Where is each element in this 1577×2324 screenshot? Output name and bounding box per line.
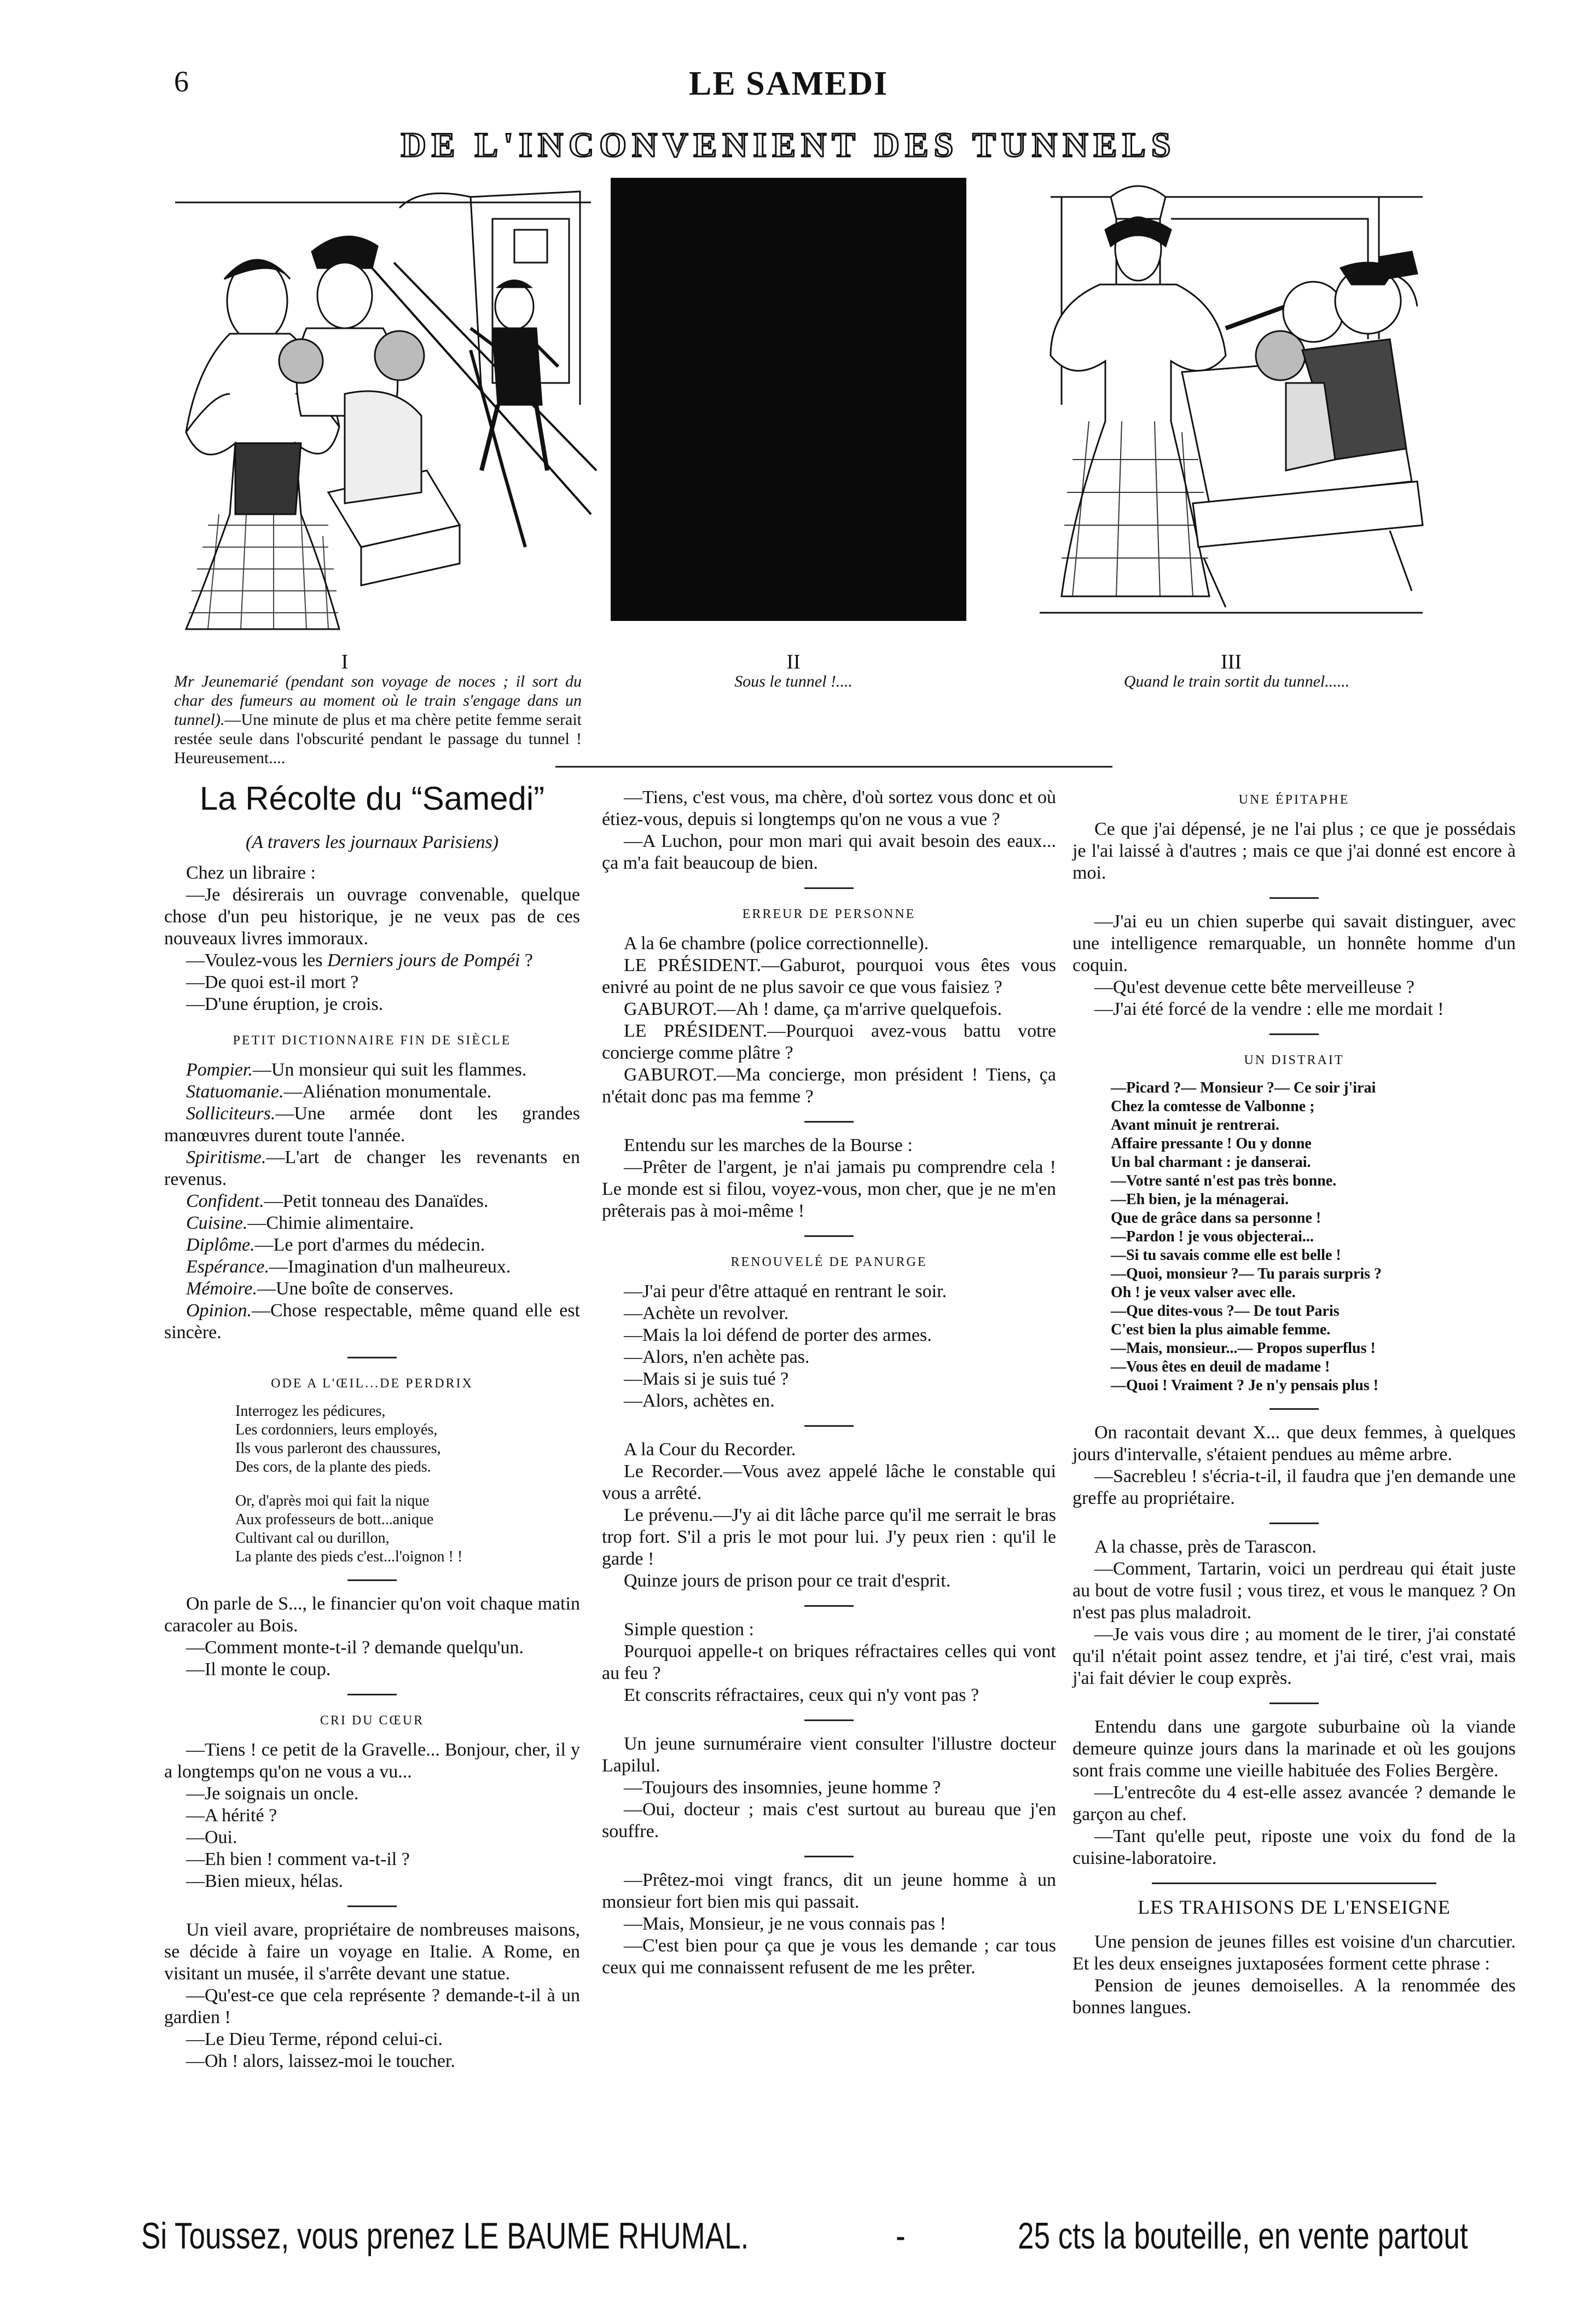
cartoon-headline: DE L'INCONVENIENT DES TUNNELS [401, 125, 1176, 164]
text-paragraph: Un vieil avare, propriétaire de nombreuses maisons, se décide à faire un voyage en Italie. A Rome, en visitant un musée, il s'arrête devant une statue. [164, 1920, 580, 1984]
section-title: La Récolte du “Samedi” [199, 780, 545, 817]
text-paragraph: GABUROT.—Ah ! dame, ça m'arrive quelquefois. [624, 999, 1002, 1019]
dict-entry [164, 1081, 580, 1103]
separator [804, 1605, 854, 1607]
subsection-title: PETIT DICTIONNAIRE FIN DE SIÈCLE [233, 1033, 512, 1048]
verse-line: Oh ! je veux valser avec elle. [1111, 1284, 1296, 1301]
dict-entry [164, 1256, 580, 1278]
text-paragraph: Le prévenu.—J'y ai dit lâche parce qu'il me serrait le bras trop fort. S'il a pris le mot pour lui. J'y peux rien : qu'il le garde ! [602, 1505, 1056, 1569]
cartoon-panel-1 [164, 186, 602, 635]
separator [1269, 1523, 1319, 1524]
panel-1-caption-italic: Mr Jeunemarié (pendant son voyage de noces ; il sort du char des fumeurs au moment où le train s'engage dans un tunnel). [174, 672, 582, 729]
column-1 [164, 780, 580, 2072]
text-paragraph: —Tiens ! ce petit de la Gravelle... Bonjour, cher, il y a longtemps qu'on ne vous a vu... [164, 1740, 580, 1782]
text-paragraph: Simple question : [624, 1619, 754, 1640]
text-paragraph: A la 6e chambre (police correctionnelle). [624, 933, 929, 954]
text-paragraph: —Je désirerais un ouvrage convenable, quelque chose d'un peu historique, je ne veux pas de ces nouveaux livres immoraux. [164, 885, 580, 949]
separator [804, 887, 854, 889]
dict-term: Statuomanie. [186, 1082, 284, 1102]
text-paragraph: On racontait devant X... que deux femmes, à quelques jours d'intervalle, s'étaient pendues au même arbre. [1072, 1422, 1516, 1465]
dict-entry [164, 1300, 580, 1344]
text-paragraph: —Qu'est-ce que cela représente ? demande-t-il à un gardien ! [164, 1985, 580, 2027]
text-paragraph: Une pension de jeunes filles est voisine d'un charcutier. Et les deux enseignes juxtaposées forment cette phrase : [1072, 1932, 1516, 1974]
dict-term: Spiritisme. [186, 1147, 266, 1167]
dict-term: Cuisine. [186, 1213, 248, 1233]
subsection-title: RENOUVELÉ DE PANURGE [730, 1255, 927, 1269]
text-paragraph: —C'est bien pour ça que je vous les demande ; car tous ceux qui me connaissent refusent de me les prêter. [602, 1936, 1056, 1978]
advert-right: 25 cts la bouteille, en vente partout [1018, 2215, 1468, 2257]
dict-entry [164, 1147, 580, 1190]
text-paragraph: —Je soignais un oncle. [186, 1783, 359, 1804]
text-paragraph: LE PRÉSIDENT.—Gaburot, pourquoi vous êtes vous enivré au point de ne plus savoir ce que vous faisiez ? [602, 955, 1056, 997]
verse-line: Chez la comtesse de Valbonne ; [1111, 1098, 1315, 1115]
verse-line: C'est bien la plus aimable femme. [1111, 1321, 1331, 1338]
dict-entry [164, 1103, 580, 1147]
verse-line: —Quoi, monsieur ?— Tu parais surpris ? [1111, 1265, 1382, 1282]
dict-def: —Chimie alimentaire. [247, 1213, 414, 1233]
text-paragraph: —Sacrebleu ! s'écria-t-il, il faudra que j'en demande une greffe au propriétaire. [1072, 1466, 1516, 1508]
text-paragraph: —Prêter de l'argent, je n'ai jamais pu comprendre cela ! Le monde est si filou, voyez-vous, mon cher, que je ne m'en prêterais pas à moi-même ! [602, 1157, 1056, 1221]
subsection-title: ERREUR DE PERSONNE [742, 907, 916, 921]
verse-line: Ils vous parleront des chaussures, [235, 1440, 441, 1457]
advert-left: Si Toussez, vous prenez LE BAUME RHUMAL. [141, 2215, 749, 2257]
text-paragraph: —Tiens, c'est vous, ma chère, d'où sortez vous donc et où étiez-vous, depuis si longtemps qu'on ne vous a vue ? [602, 787, 1056, 829]
text-paragraph: Pension de jeunes demoiselles. A la renommée des bonnes langues. [1072, 1976, 1516, 2018]
text-paragraph: —Comment monte-t-il ? demande quelqu'un. [186, 1637, 524, 1658]
dict-term: Confident. [186, 1191, 264, 1211]
text-paragraph: —Il monte le coup. [186, 1659, 331, 1680]
verse-line: La plante des pieds c'est...l'oignon ! ! [235, 1548, 463, 1565]
verse-line: —Vous êtes en deuil de madame ! [1111, 1358, 1330, 1375]
newspaper-name: LE SAMEDI [688, 65, 889, 102]
separator [804, 1425, 854, 1427]
separator [1269, 1408, 1319, 1410]
dict-def: —Imagination d'un malheureux. [269, 1257, 511, 1277]
text-paragraph: Chez un libraire : [186, 863, 316, 883]
section-divider [555, 766, 1112, 768]
separator [1269, 1703, 1319, 1704]
verse-line: Affaire pressante ! Ou y donne [1111, 1135, 1312, 1152]
dict-entry [164, 1234, 580, 1256]
panel-2-number: II [786, 650, 801, 673]
subsection-title: UNE ÉPITAPHE [1238, 793, 1350, 807]
text-paragraph: LE PRÉSIDENT.—Pourquoi avez-vous battu votre concierge comme plâtre ? [602, 1021, 1056, 1063]
dict-term: Opinion. [186, 1300, 252, 1321]
separator [1269, 1033, 1319, 1035]
dict-term: Pompier. [186, 1060, 253, 1080]
dict-entry [164, 1059, 580, 1081]
dict-term: Mémoire. [186, 1279, 257, 1299]
separator [347, 1579, 397, 1581]
panel-2-caption [684, 672, 903, 691]
dict-def: —L'art de changer les revenants en revenus. [164, 1147, 580, 1189]
subsection-title: ODE A L'ŒIL...DE PERDRIX [271, 1376, 473, 1391]
dict-def: —Chose respectable, même quand elle est sincère. [164, 1300, 580, 1343]
verse-line: —Quoi ! Vraiment ? Je n'y pensais plus ! [1111, 1377, 1379, 1394]
separator [1269, 897, 1319, 899]
verse-line: —Pardon ! je vous objecterai... [1111, 1228, 1314, 1245]
panel-1-caption [174, 672, 582, 768]
separator [804, 1856, 854, 1857]
separator [804, 1235, 854, 1237]
subsection-title: UN DISTRAIT [1244, 1053, 1344, 1067]
text-paragraph: —A hérité ? [186, 1805, 277, 1826]
text-paragraph: —Oui, docteur ; mais c'est surtout au bureau que j'en souffre. [602, 1799, 1056, 1841]
text-paragraph: On parle de S..., le financier qu'on voit chaque matin caracoler au Bois. [164, 1594, 580, 1636]
dict-term: Espérance. [186, 1257, 270, 1277]
text-paragraph: Et conscrits réfractaires, ceux qui n'y vont pas ? [624, 1685, 979, 1705]
panel-3-number: III [1221, 650, 1242, 673]
dict-def: —Petit tonneau des Danaïdes. [264, 1191, 489, 1211]
panel-2-caption-italic: Sous le tunnel !.... [734, 672, 853, 690]
text-paragraph: Ce que j'ai dépensé, je ne l'ai plus ; ce que je possédais je l'ai laissé à d'autres ; mais ce que j'ai donné est encore à moi. [1072, 819, 1516, 883]
verse-line: Des cors, de la plante des pieds. [235, 1459, 431, 1475]
text-paragraph: —Mais la loi défend de porter des armes. [624, 1325, 932, 1345]
separator [804, 1121, 854, 1123]
text-paragraph: Le Recorder.—Vous avez appelé lâche le constable qui vous a arrêté. [602, 1461, 1056, 1503]
dict-term: Solliciteurs. [186, 1103, 276, 1124]
verse-line: —Votre santé n'est pas très bonne. [1111, 1172, 1337, 1189]
text-paragraph: —Toujours des insomnies, jeune homme ? [624, 1777, 941, 1798]
separator [347, 1694, 397, 1695]
text-paragraph: —Alors, n'en achète pas. [624, 1347, 810, 1367]
text-paragraph: —Voulez-vous les Derniers jours de Pompéi ? [186, 950, 533, 971]
dict-entry [164, 1212, 580, 1234]
text-paragraph: —Mais si je suis tué ? [624, 1369, 789, 1389]
column-2 [602, 787, 1056, 1979]
dict-term: Diplôme. [186, 1235, 255, 1255]
panel-3-caption-italic: Quand le train sortit du tunnel...... [1123, 672, 1350, 690]
verse-line: Les cordonniers, leurs employés, [235, 1421, 438, 1438]
panel-1-caption-text: —Une minute de plus et ma chère petite femme serait restée seule dans l'obscurité pendant le passage du tunnel ! Heureusement.... [174, 711, 582, 767]
verse-line: Aux professeurs de bott...anique [235, 1511, 434, 1528]
advert-dash: - [896, 2215, 906, 2257]
panel-1-number: I [341, 650, 349, 673]
text-paragraph: A la Cour du Recorder. [624, 1439, 796, 1460]
text-paragraph: Entendu dans une gargote suburbaine où la viande demeure quinze jours dans la marinade et où les goujons sont frais comme une vieille habituée des Folies Bergère. [1072, 1717, 1516, 1781]
text-paragraph: —Je vais vous dire ; au moment de le tirer, j'ai constaté qu'il n'était point assez tendre, et j'ai tiré, c'est vrai, mais j'ai fait dévier le coup exprès. [1072, 1624, 1516, 1688]
section-subtitle: (A travers les journaux Parisiens) [245, 832, 499, 852]
dict-def: —Une armée dont les grandes manœuvres durent toute l'année. [164, 1103, 580, 1146]
cartoon-panel-2 [611, 178, 966, 621]
text-paragraph: Entendu sur les marches de la Bourse : [624, 1135, 913, 1155]
text-paragraph: —Comment, Tartarin, voici un perdreau qui était juste au bout de votre fusil ; vous tirez, et vous le manquez ? On n'est pas plus maladroit. [1072, 1559, 1516, 1623]
verse-line: Or, d'après moi qui fait la nique [235, 1492, 430, 1509]
verse-line: Que de grâce dans sa personne ! [1111, 1210, 1321, 1227]
text-paragraph: Pourquoi appelle-t on briques réfractaires celles qui vont au feu ? [602, 1641, 1056, 1683]
verse-line: Un bal charmant : je danserai. [1111, 1154, 1311, 1171]
cartoon-panel-3 [1029, 175, 1428, 629]
text-paragraph: —Oui. [186, 1827, 237, 1847]
verse-line: Interrogez les pédicures, [235, 1403, 386, 1420]
verse-line: —Eh bien, je la ménagerai. [1111, 1191, 1289, 1208]
text-paragraph: Un jeune surnuméraire vient consulter l'illustre docteur Lapilul. [602, 1734, 1056, 1776]
text-paragraph: —Qu'est devenue cette bête merveilleuse ? [1094, 977, 1414, 997]
dict-entry [164, 1190, 580, 1212]
text-paragraph: Quinze jours de prison pour ce trait d'esprit. [624, 1571, 951, 1591]
dict-def: —Le port d'armes du médecin. [254, 1235, 485, 1255]
text-paragraph: —Tant qu'elle peut, riposte une voix du fond de la cuisine-laboratoire. [1072, 1826, 1516, 1868]
text-paragraph: —D'une éruption, je crois. [186, 994, 384, 1014]
verse-line: —Si tu savais comme elle est belle ! [1111, 1247, 1341, 1264]
text-paragraph: —J'ai peur d'être attaqué en rentrant le soir. [624, 1281, 947, 1302]
separator [347, 1357, 397, 1358]
text-paragraph: —Oh ! alors, laissez-moi le toucher. [186, 2051, 455, 2071]
text-paragraph: —L'entrecôte du 4 est-elle assez avancée ? demande le garçon au chef. [1072, 1782, 1516, 1825]
verse-line: —Que dites-vous ?— De tout Paris [1111, 1303, 1340, 1320]
text-paragraph: —Alors, achètes en. [624, 1391, 775, 1411]
text-paragraph: GABUROT.—Ma concierge, mon président ! Tiens, ça n'était donc pas ma femme ? [602, 1065, 1056, 1107]
dict-entry [164, 1278, 580, 1300]
text-paragraph: —Achète un revolver. [624, 1303, 789, 1323]
page-number: 6 [174, 65, 189, 98]
subsection-title: LES TRAHISONS DE L'ENSEIGNE [1138, 1896, 1451, 1918]
text-paragraph: —Bien mieux, hélas. [186, 1871, 344, 1891]
column-3 [1072, 787, 1516, 2019]
text-paragraph: —Mais, Monsieur, je ne vous connais pas ! [624, 1914, 946, 1934]
text-paragraph: —J'ai été forcé de la vendre : elle me mordait ! [1094, 999, 1444, 1019]
panel-3-caption [1089, 672, 1384, 691]
separator [804, 1719, 854, 1721]
dict-def: —Aliénation monumentale. [283, 1082, 492, 1102]
verse-line: Avant minuit je rentrerai. [1111, 1117, 1279, 1134]
verse-line: —Mais, monsieur...— Propos superflus ! [1111, 1340, 1376, 1357]
text-paragraph: —Eh bien ! comment va-t-il ? [186, 1849, 410, 1869]
separator [1152, 1883, 1436, 1884]
separator [347, 1905, 397, 1907]
text-paragraph: —J'ai eu un chien superbe qui savait distinguer, avec une intelligence remarquable, un honnête homme d'un coquin. [1072, 911, 1516, 975]
dict-def: —Un monsieur qui suit les flammes. [252, 1060, 527, 1080]
text-paragraph: A la chasse, près de Tarascon. [1094, 1537, 1317, 1557]
subsection-title: CRI DU CŒUR [320, 1713, 425, 1728]
verse-line: —Picard ?— Monsieur ?— Ce soir j'irai [1111, 1079, 1376, 1096]
text-paragraph: —Le Dieu Terme, répond celui-ci. [186, 2029, 443, 2049]
text-paragraph: —A Luchon, pour mon mari qui avait besoin des eaux... ça m'a fait beaucoup de bien. [602, 831, 1056, 873]
text-paragraph: —De quoi est-il mort ? [186, 972, 359, 992]
verse-line: Cultivant cal ou durillon, [235, 1530, 390, 1547]
text-paragraph: —Prêtez-moi vingt francs, dit un jeune homme à un monsieur fort bien mis qui passait. [602, 1870, 1056, 1912]
dict-def: —Une boîte de conserves. [257, 1279, 454, 1299]
